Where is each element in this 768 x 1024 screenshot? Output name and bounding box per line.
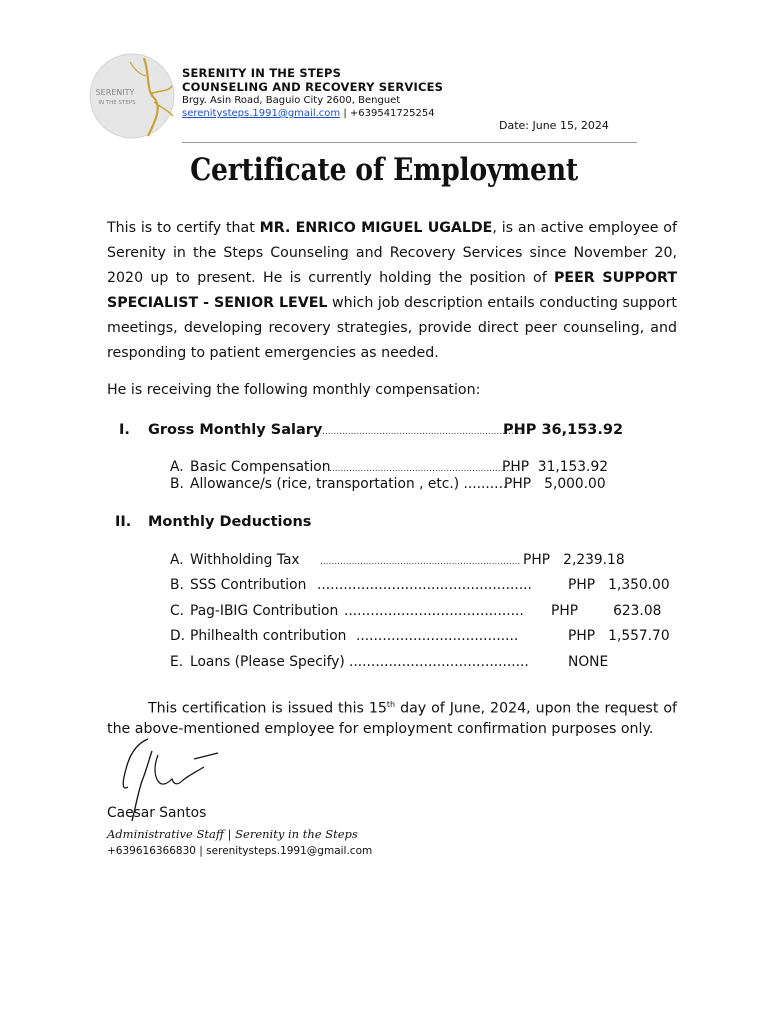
leader-dots: ................................................. <box>317 577 532 593</box>
item-letter: D. <box>170 628 186 644</box>
allowance-value: PHP 5,000.00 <box>504 476 606 492</box>
leader-dots: .................................................................. <box>329 464 518 474</box>
philhealth-value: PHP 1,557.70 <box>568 628 670 644</box>
withholding-tax-value: PHP 2,239.18 <box>523 552 625 568</box>
gross-salary-label: Gross Monthly Salary <box>148 422 323 438</box>
item-letter: A. <box>170 459 184 475</box>
item-letter: A. <box>170 552 184 568</box>
document-title: Certificate of Employment <box>190 152 578 188</box>
item-letter: B. <box>170 577 184 593</box>
org-subtitle: COUNSELING AND RECOVERY SERVICES <box>182 80 444 94</box>
basic-compensation-value: PHP 31,153.92 <box>502 459 609 475</box>
loans-label: Loans (Please Specify) <box>190 654 345 670</box>
pagibig-value: PHP 623.08 <box>551 603 662 619</box>
item-letter: C. <box>170 603 185 619</box>
leader-dots: ......................................... <box>349 654 529 670</box>
header-divider <box>182 142 637 143</box>
signer-contact: +639616366830 | serenitysteps.1991@gmail.com <box>107 845 373 857</box>
org-phone: | +639541725254 <box>340 108 435 119</box>
org-contact <box>182 108 435 119</box>
gross-salary-value: PHP 36,153.92 <box>503 422 624 438</box>
compensation-intro: He is receiving the following monthly compensation: <box>107 382 481 398</box>
loans-value: NONE <box>568 654 609 670</box>
signer-name: Caesar Santos <box>107 805 207 821</box>
document-date: Date: June 15, 2024 <box>499 119 609 132</box>
leader-dots: ..................................... <box>356 628 519 644</box>
pagibig-label: Pag-IBIG Contribution <box>190 603 339 619</box>
logo-text-top: SERENITY <box>95 88 135 97</box>
item-letter: E. <box>170 654 184 670</box>
sss-value: PHP 1,350.00 <box>568 577 670 593</box>
certification-paragraph: This is to certify that MR. ENRICO MIGUEL UGALDE, is an active employee of Serenity in the Steps Counseling and Recovery Services since November 20, 2020 up to present. He is currently holding the position of PEER SUPPORT SPECIALIST - SENIOR LEVEL which job description entails conducting support meetings, developing recovery strategies, provide direct peer counseling, and responding to patient emergencies as needed. <box>107 220 677 361</box>
leader-dots: ......................................... <box>344 603 524 619</box>
closing-paragraph: This certification is issued this 15th day of June, 2024, upon the request of the above-mentioned employee for employment confirmation purposes only. <box>107 700 677 737</box>
employee-position: PEER SUPPORT SPECIALIST - SENIOR LEVEL <box>107 270 677 311</box>
item-letter: B. <box>170 476 184 492</box>
basic-compensation-label: Basic Compensation <box>190 459 331 475</box>
philhealth-label: Philhealth contribution <box>190 628 347 644</box>
logo-text-bottom: IN THE STEPS <box>98 100 136 106</box>
sss-label: SSS Contribution <box>190 577 307 593</box>
leader-dots: ...................................................................... <box>322 427 523 437</box>
allowance-label: Allowance/s (rice, transportation , etc.) .......... <box>190 476 508 492</box>
org-email-link[interactable]: serenitysteps.1991@gmail.com <box>182 108 341 119</box>
company-logo <box>84 46 180 146</box>
section-number: I. <box>119 422 130 438</box>
section-number: II. <box>115 514 132 530</box>
employee-name: MR. ENRICO MIGUEL UGALDE <box>259 220 493 236</box>
org-name: SERENITY IN THE STEPS <box>182 66 342 80</box>
signer-title: Administrative Staff | Serenity in the Steps <box>107 827 358 841</box>
org-address: Brgy. Asin Road, Baguio City 2600, Benguet <box>182 95 401 106</box>
deductions-label: Monthly Deductions <box>148 514 312 530</box>
withholding-tax-label: Withholding Tax <box>190 552 300 568</box>
leader-dots: ...................................................................... <box>320 557 521 567</box>
